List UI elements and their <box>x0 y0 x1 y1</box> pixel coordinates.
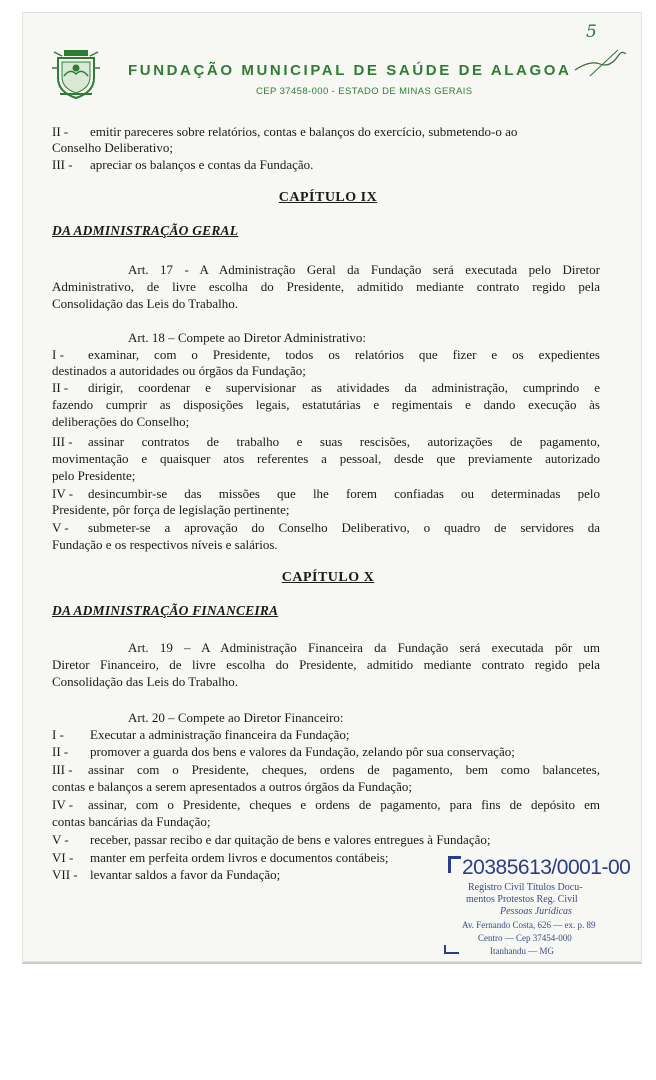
section-heading: DA ADMINISTRAÇÃO FINANCEIRA <box>52 603 279 618</box>
item-continuation: destinados a autoridades ou órgãos da Fundação; <box>52 363 306 378</box>
item-continuation: fazendo cumprir as disposições legais, estatutárias e regimentais e dando execução às <box>52 397 600 412</box>
stamp-line: Centro — Cep 37454-000 <box>478 933 572 943</box>
article-20-title: Art. 20 – Compete ao Diretor Financeiro: <box>128 710 344 725</box>
chapter-title: CAPÍTULO IX <box>278 190 378 205</box>
item-number: III - <box>52 762 73 777</box>
item-number: III - <box>52 434 73 449</box>
page-edge <box>22 962 642 964</box>
item-continuation: deliberações do Conselho; <box>52 414 190 429</box>
foundation-cep-line: CEP 37458-000 - ESTADO DE MINAS GERAIS <box>256 86 473 97</box>
item-text: assinar contratos de trabalho e suas rescisões, autorizações de pagamento, <box>88 434 600 449</box>
article-17-line: Art. 17 - A Administração Geral da Fundação será executada pelo Diretor <box>128 262 600 277</box>
stamp-corner-icon <box>444 944 460 954</box>
stamp-line: Itanhandu — MG <box>490 946 554 956</box>
article-19-line: Art. 19 – A Administração Financeira da Fundação será executada pôr um <box>128 640 600 655</box>
article-18-title: Art. 18 – Compete ao Diretor Administrativo: <box>128 330 366 345</box>
item-number: VI - <box>52 850 74 865</box>
item-number: VII - <box>52 867 78 882</box>
article-19-line: Diretor Financeiro, de livre escolha do Presidente, admitido mediante contrato regido pela <box>52 657 600 672</box>
foundation-name: FUNDAÇÃO MUNICIPAL DE SAÚDE DE ALAGOA <box>128 62 572 79</box>
item-number: V - <box>52 520 69 535</box>
stamp-bracket <box>448 856 461 873</box>
handwritten-initial-icon <box>570 40 630 80</box>
item-number: II - <box>52 380 69 395</box>
stamp-line: Av. Fernando Costa, 626 — ex. p. 89 <box>462 920 596 930</box>
item-continuation: movimentação e quaisquer atos referentes a pessoal, desde que previamente autorizado <box>52 451 600 466</box>
item-number: II - <box>52 124 69 139</box>
item-text: emitir pareceres sobre relatórios, contas e balanços do exercício, submetendo-o ao <box>90 124 518 139</box>
item-text: levantar saldos a favor da Fundação; <box>90 867 281 882</box>
item-number: III - <box>52 157 73 172</box>
stamp-line: Registro Civil Títulos Docu- <box>468 882 583 893</box>
stamp-cnpj-number: 20385613/0001-00 <box>462 856 631 879</box>
item-text: assinar, com o Presidente, cheques e ordens de pagamento, para fins de depósito em <box>88 797 600 812</box>
article-19-line: Consolidação das Leis do Trabalho. <box>52 674 238 689</box>
article-17-line: Consolidação das Leis do Trabalho. <box>52 296 238 311</box>
item-text: desincumbir-se das missões que lhe forem confiadas ou determinadas pelo <box>88 486 600 501</box>
stamp-line: Pessoas Jurídicas <box>500 906 572 917</box>
item-number: V - <box>52 832 69 847</box>
municipal-coat-of-arms-icon <box>50 48 102 100</box>
article-17-line: Administrativo, de livre escolha do Presidente, admitido mediante contrato regido pela <box>52 279 600 294</box>
item-continuation: contas e balanços a serem apresentados a outros órgãos da Fundação; <box>52 779 413 794</box>
item-text: receber, passar recibo e dar quitação de bens e valores entregues à Fundação; <box>90 832 491 847</box>
item-continuation: Conselho Deliberativo; <box>52 140 173 155</box>
item-text: Executar a administração financeira da Fundação; <box>90 727 350 742</box>
item-number: II - <box>52 744 69 759</box>
stamp-line: mentos Protestos Reg. Civil <box>466 894 578 905</box>
section-heading: DA ADMINISTRAÇÃO GERAL <box>52 223 239 238</box>
item-continuation: Presidente, pôr força de legislação pertinente; <box>52 502 290 517</box>
item-continuation: contas bancárias da Fundação; <box>52 814 211 829</box>
item-number: I - <box>52 727 64 742</box>
item-text: submeter-se a aprovação do Conselho Deliberativo, o quadro de servidores da <box>88 520 600 535</box>
item-text: manter em perfeita ordem livros e documentos contábeis; <box>90 850 389 865</box>
item-continuation: pelo Presidente; <box>52 468 136 483</box>
item-text: promover a guarda dos bens e valores da Fundação, zelando pôr sua conservação; <box>90 744 515 759</box>
chapter-title: CAPÍTULO X <box>281 570 375 585</box>
item-number: IV - <box>52 486 74 501</box>
item-text: assinar com o Presidente, cheques, ordens de pagamento, bem como balancetes, <box>88 762 600 777</box>
handwritten-page-number: 5 <box>586 22 597 42</box>
item-continuation: Fundação e os respectivos níveis e salários. <box>52 537 278 552</box>
item-text: examinar, com o Presidente, todos os relatórios que fizer e os expedientes <box>88 347 600 362</box>
item-number: I - <box>52 347 64 362</box>
item-text: dirigir, coordenar e supervisionar as atividades da administração, cumprindo e <box>88 380 600 395</box>
item-text: apreciar os balanços e contas da Fundação. <box>90 157 314 172</box>
item-number: IV - <box>52 797 74 812</box>
